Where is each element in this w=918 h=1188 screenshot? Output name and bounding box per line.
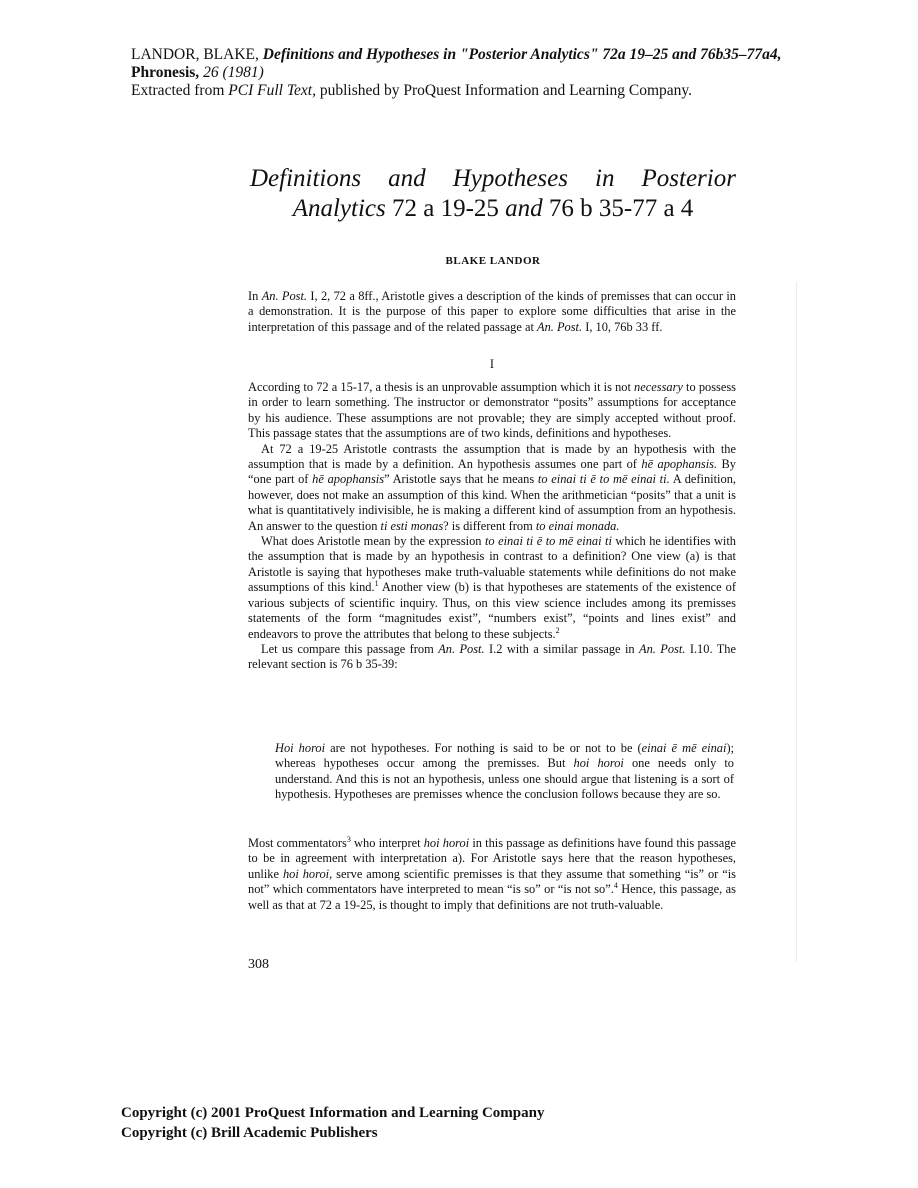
citation-line-3: Extracted from PCI Full Text, published by ProQuest Information and Learning Company.	[131, 82, 693, 99]
footnote-ref-4[interactable]: 4	[613, 881, 618, 891]
intro-paragraph: In An. Post. I, 2, 72 a 8ff., Aristotle gives a description of the kinds of premisses that can occur in a demonstration. It is the purpose of this paper to explore some difficulties that arise in the interpretation of this passage and of the related passage at An. Post. I, 10, 76b 33 ff.	[248, 289, 736, 334]
citation-header	[131, 46, 891, 100]
citation-journal: Phronesis,	[131, 64, 204, 81]
title-line-1: Definitions and Hypotheses in Posterior	[250, 165, 736, 192]
page-number: 308	[248, 957, 269, 972]
copyright-line-1: Copyright (c) 2001 ProQuest Information and Learning Company	[121, 1105, 545, 1121]
citation-line-1: LANDOR, BLAKE, Definitions and Hypotheses in "Posterior Analytics" 72a 19–25 and 76b35–77a4,	[131, 46, 782, 63]
copyright-line-2: Copyright (c) Brill Academic Publishers	[121, 1125, 378, 1141]
block-quote: Hoi horoi are not hypotheses. For nothing is said to be or not to be (einai ē mē einai); whereas hypotheses occur among the premisses. But hoi horoi one needs only to understand. And this is not an hypothesis, unless one should argue that listening is a sort of hypothesis. Hypotheses are premisses whence the conclusion follows because they are so.	[275, 741, 735, 802]
paragraph-4: Let us compare this passage from An. Post. I.2 with a similar passage in An. Post. I.10. The relevant section is 76 b 35-39:	[248, 641, 736, 672]
paragraph-1: According to 72 a 15-17, a thesis is an unprovable assumption which it is not necessary to possess in order to learn something. The instructor or demonstrator “posits” assumptions for acceptance by his audience. These assumptions are not provable; they are simply accepted without proof. This passage states that the assumptions are of two kinds, definitions and hypotheses.	[248, 380, 736, 441]
scan-artifact-line	[796, 282, 797, 962]
paragraph-2: At 72 a 19-25 Aristotle contrasts the assumption that is made by an hypothesis with the assumption that is made by a definition. An hypothesis assumes one part of hē apophansis. By “one part of hē apophansis” Aristotle says that he means to einai ti ē to mē einai ti. A definition, however, does not make an assumption of this kind. When the arithmetician “posits” that a unit is what is quantitatively indivisible, he is making a different kind of assumption from an hypothesis. An answer to the question ti esti monas? is different from to einai monada.	[248, 441, 736, 533]
footnote-ref-3[interactable]: 3	[346, 834, 351, 844]
copyright-footer	[121, 1103, 545, 1143]
article-title	[250, 164, 736, 224]
body-text	[248, 380, 736, 673]
footnote-ref-1[interactable]: 1	[374, 579, 379, 589]
section-numeral: I	[489, 357, 495, 371]
paragraph-3: What does Aristotle mean by the expression to einai ti ē to mē einai ti which he identifies with the assumption that is made by an hypothesis in contrast to a definition? One view (a) is that Aristotle is saying that hypotheses make truth-valuable statements while definitions do not make assumptions of this kind.$^1$ Another view (b) is that hypotheses are statements of the existence of various subjects of scientific inquiry. Thus, on this view science includes among its premisses statements of the form “magnitudes exist”, “numbers exist”, “points and lines exist” and endeavors to prove the attributes that belong to these subjects.$^2$	[248, 534, 736, 641]
footnote-ref-2[interactable]: 2	[555, 625, 560, 635]
title-line-2: Analytics 72 a 19-25 and 76 b 35-77 a 4	[292, 195, 694, 222]
author-name: BLAKE LANDOR	[445, 255, 541, 267]
paragraph-5: Most commentators$^3$ who interpret hoi horoi in this passage as definitions have found this passage to be in agreement with interpretation a). For Aristotle says here that the reason hypotheses, unlike hoi horoi, serve among scientific premisses is that they assume that something “is” or “is not” which commentators have interpreted to mean “is so” or “is not so”.$^4$ Hence, this passage, as well as that at 72 a 19-25, is thought to imply that definitions are not truth-valuable.	[248, 834, 736, 912]
citation-volume: 26 (1981)	[203, 64, 264, 81]
citation-line-2	[131, 64, 891, 82]
citation-source: PCI Full Text,	[228, 82, 316, 99]
citation-article-title: Definitions and Hypotheses in "Posterior Analytics" 72a 19–25 and 76b35–77a4,	[262, 46, 782, 63]
